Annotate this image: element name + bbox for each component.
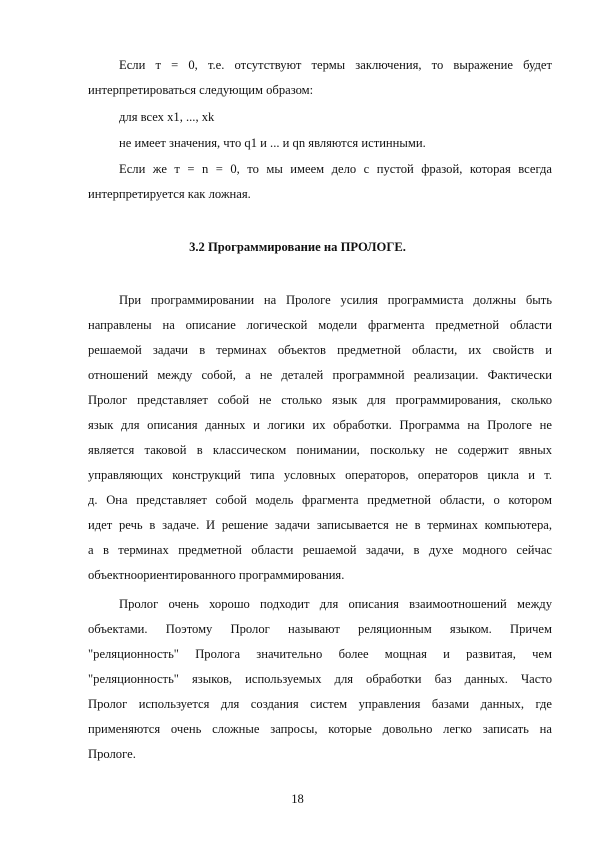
text-line: Если т = 0, т.е. отсутствуют термы заключения, то выражение будет <box>119 58 552 72</box>
paragraph-line: язык для описания данных и логики их обработки. Программа на Прологе не <box>88 418 552 432</box>
text-line: для всех x1, ..., xk <box>119 110 215 124</box>
text-line: не имеет значения, что q1 и ... и qn являются истинными. <box>119 136 426 150</box>
text-line: интерпретироваться следующим образом: <box>88 83 314 97</box>
paragraph-line: Пролог очень хорошо подходит для описания взаимоотношений между <box>119 597 552 611</box>
paragraph-line: д. Она представляет собой модель фрагмента предметной области, о котором <box>88 493 552 507</box>
section-heading: 3.2 Программирование на ПРОЛОГЕ. <box>189 240 406 254</box>
paragraph-line: Пролог представляет собой не столько язык для программирования, сколько <box>88 393 552 407</box>
text-line: интерпретируется как ложная. <box>88 187 251 201</box>
paragraph-line: отношений между собой, а не деталей программной реализации. Фактически <box>88 368 552 382</box>
paragraph-line: является таковой в классическом понимании, поскольку не содержит явных <box>88 443 552 457</box>
paragraph-line: Пролог используется для создания систем управления базами данных, где <box>88 697 552 711</box>
paragraph-line: При программировании на Прологе усилия программиста должны быть <box>119 293 552 307</box>
paragraph-line: решаемой задачи в терминах объектов предметной области, их свойств и <box>88 343 552 357</box>
paragraph-line: идет речь в задаче. И решение задачи записывается не в терминах компьютера, <box>88 518 552 532</box>
paragraph-line: применяются очень сложные запросы, которые довольно легко записать на <box>88 722 552 736</box>
paragraph-line: Прологе. <box>88 747 136 761</box>
text-line: Если же т = n = 0, то мы имеем дело с пустой фразой, которая всегда <box>119 162 552 176</box>
paragraph-line: "реляционность" языков, используемых для обработки баз данных. Часто <box>88 672 552 686</box>
paragraph-line: направлены на описание логической модели фрагмента предметной области <box>88 318 552 332</box>
paragraph-line: а в терминах предметной области решаемой задачи, в духе модного сейчас <box>88 543 552 557</box>
paragraph-line: управляющих конструкций типа условных операторов, операторов цикла и т. <box>88 468 552 482</box>
page-number: 18 <box>291 792 304 806</box>
paragraph-line: "реляционность" Пролога значительно более мощная и развитая, чем <box>88 647 552 661</box>
paragraph-line: объектами. Поэтому Пролог называют реляционным языком. Причем <box>88 622 552 636</box>
paragraph-line: объектноориентированного программирования. <box>88 568 345 582</box>
